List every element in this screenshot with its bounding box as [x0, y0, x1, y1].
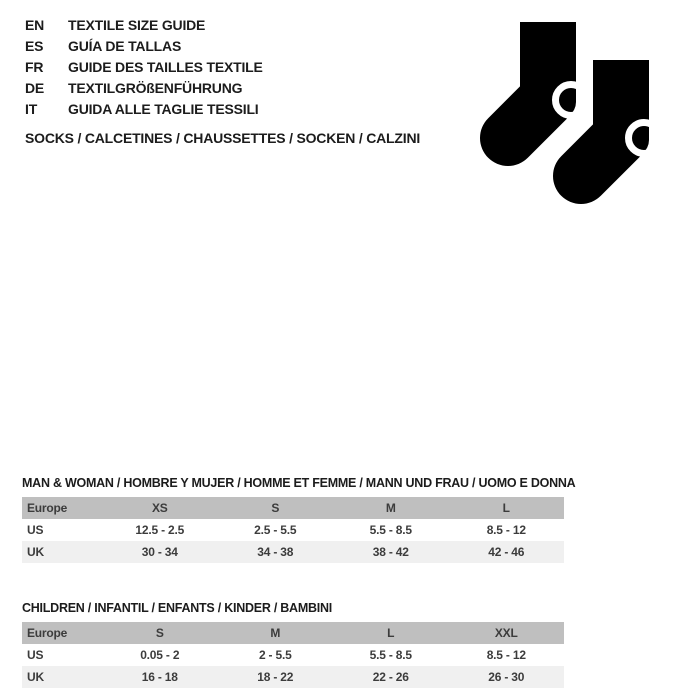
size-cell: 5.5 - 8.5 — [369, 523, 412, 537]
table-header-row — [22, 622, 564, 644]
table-title: CHILDREN / INFANTIL / ENFANTS / KINDER / BAMBINI — [22, 601, 332, 615]
size-chart-table — [22, 497, 564, 563]
language-code: ES — [25, 38, 44, 54]
language-code: EN — [25, 17, 45, 33]
size-chart-table — [22, 622, 564, 688]
size-table-children — [22, 601, 564, 688]
language-row-es — [25, 36, 263, 57]
size-cell: 18 - 22 — [257, 670, 294, 684]
column-header-xs: XS — [151, 501, 168, 515]
language-label: GUIDE DES TAILLES TEXTILE — [68, 59, 263, 75]
table-row-uk — [22, 541, 564, 563]
size-cell: 2 - 5.5 — [258, 648, 292, 662]
column-header-m: M — [385, 501, 396, 515]
table-row-us — [22, 519, 564, 541]
table-title: MAN & WOMAN / HOMBRE Y MUJER / HOMME ET FEMME / MANN UND FRAU / UOMO E DONNA — [22, 476, 576, 490]
size-cell: 8.5 - 12 — [486, 648, 526, 662]
language-label: GUIDA ALLE TAGLIE TESSILI — [68, 101, 259, 117]
region-cell: US — [27, 523, 44, 537]
language-label: TEXTILE SIZE GUIDE — [68, 17, 206, 33]
size-cell: 5.5 - 8.5 — [369, 648, 412, 662]
column-header-s: S — [155, 626, 164, 640]
language-row-en — [25, 15, 263, 36]
language-row-fr — [25, 57, 263, 78]
size-cell: 12.5 - 2.5 — [135, 523, 185, 537]
column-header-europe: Europe — [27, 501, 68, 515]
column-header-l: L — [502, 501, 510, 515]
size-cell: 8.5 - 12 — [486, 523, 526, 537]
region-cell: UK — [27, 545, 44, 559]
size-table-man-woman — [22, 476, 576, 563]
region-cell: US — [27, 648, 44, 662]
column-header-l: L — [387, 626, 395, 640]
table-row-uk — [22, 666, 564, 688]
size-cell: 0.05 - 2 — [140, 648, 180, 662]
sock-left — [480, 22, 587, 166]
region-cell: UK — [27, 670, 44, 684]
language-label: GUÍA DE TALLAS — [68, 38, 182, 54]
table-row-us — [22, 644, 564, 666]
column-header-europe: Europe — [27, 626, 68, 640]
size-cell: 2.5 - 5.5 — [254, 523, 297, 537]
language-code: FR — [25, 59, 44, 75]
language-row-it — [25, 99, 263, 120]
column-header-xxl: XXL — [494, 626, 518, 640]
size-cell: 16 - 18 — [141, 670, 178, 684]
size-cell: 38 - 42 — [372, 545, 409, 559]
language-row-de — [25, 78, 263, 99]
size-cell: 30 - 34 — [141, 545, 178, 559]
size-cell: 26 - 30 — [488, 670, 525, 684]
size-cell: 34 - 38 — [257, 545, 294, 559]
table-header-row — [22, 497, 564, 519]
category-title: SOCKS / CALCETINES / CHAUSSETTES / SOCKEN / CALZINI — [25, 130, 421, 146]
column-header-m: M — [270, 626, 281, 640]
column-header-s: S — [271, 501, 280, 515]
size-cell: 22 - 26 — [372, 670, 409, 684]
language-code: IT — [25, 101, 38, 117]
size-cell: 42 - 46 — [488, 545, 525, 559]
socks-icon — [470, 14, 670, 209]
language-list — [25, 15, 263, 120]
language-label: TEXTILGRÖßENFÜHRUNG — [68, 80, 243, 96]
language-code: DE — [25, 80, 45, 96]
